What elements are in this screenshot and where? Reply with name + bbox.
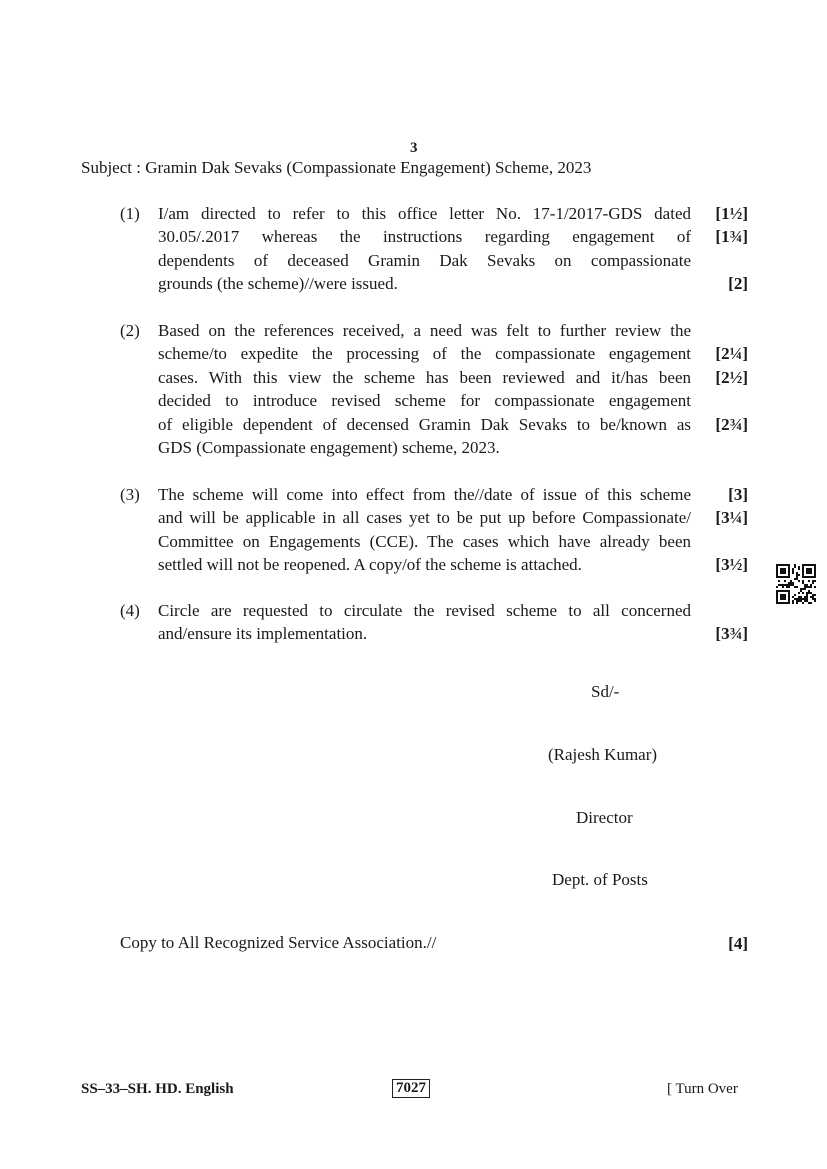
paragraph-line: scheme/to expedite the processing of the compassionate engagement <box>158 344 691 364</box>
footer-turn-over: [ Turn Over <box>667 1081 738 1097</box>
marks-label: [1¾] <box>715 227 748 247</box>
signature-name: (Rajesh Kumar) <box>548 745 658 764</box>
marks-label: [2½] <box>715 367 748 387</box>
paragraph-number: (4) <box>120 601 140 620</box>
paragraph-line: The scheme will come into effect from the//date of issue of this scheme <box>158 485 691 504</box>
marks-label: [2] <box>728 274 748 294</box>
marks-label: [3¾] <box>715 624 748 644</box>
copy-to: Copy to All Recognized Service Association.// <box>120 933 437 952</box>
signature-designation: Director <box>576 808 633 827</box>
paragraph-line: settled will not be reopened. A copy/of the scheme is attached. <box>158 555 582 575</box>
marks-label: [3¼] <box>715 508 748 528</box>
paragraph-line: and/ensure its implementation. <box>158 624 368 644</box>
paragraph-line: 30.05/.2017 whereas the instructions regarding engagement of <box>158 227 691 247</box>
subject-line: Subject : Gramin Dak Sevaks (Compassionate Engagement) Scheme, 2023 <box>81 158 592 177</box>
paragraph-line: and will be applicable in all cases yet to be put up before Compassionate/ <box>158 508 691 528</box>
paragraph-number: (3) <box>120 485 140 504</box>
paragraph-number: (1) <box>120 204 140 223</box>
paragraph-line: of eligible dependent of decensed Gramin Dak Sevaks to be/known as <box>158 414 691 434</box>
paragraph-line: Circle are requested to circulate the revised scheme to all concerned <box>158 601 691 620</box>
marks-label: [2¾] <box>715 414 748 434</box>
marks-label: [3½] <box>715 555 748 575</box>
paragraph-line: Based on the references received, a need was felt to further review the <box>158 321 691 340</box>
signature-department: Dept. of Posts <box>552 870 648 889</box>
paragraph-line: Committee on Engagements (CCE). The cases which have already been <box>158 531 691 551</box>
marks-label: [3] <box>728 485 748 504</box>
paragraph-line: dependents of deceased Gramin Dak Sevaks on compassionate <box>158 250 691 270</box>
copy-mark: [4] <box>728 934 748 953</box>
marks-label: [2¼] <box>715 344 748 364</box>
footer-code: SS–33–SH. HD. English <box>81 1081 234 1097</box>
paragraph-line: decided to introduce revised scheme for compassionate engagement <box>158 391 691 411</box>
footer-box-number: 7027 <box>392 1079 430 1098</box>
paragraph-line: GDS (Compassionate engagement) scheme, 2023. <box>158 438 500 457</box>
paragraph-line: I/am directed to refer to this office letter No. 17-1/2017-GDS dated <box>158 204 691 223</box>
paragraph-line: cases. With this view the scheme has been reviewed and it/has been <box>158 367 691 387</box>
qr-code-icon <box>776 564 816 604</box>
paragraph-number: (2) <box>120 321 140 340</box>
signature-sd: Sd/- <box>591 682 620 701</box>
paragraph-line: grounds (the scheme)//were issued. <box>158 274 398 294</box>
page-number: 3 <box>410 140 418 156</box>
marks-label: [1½] <box>715 204 748 223</box>
